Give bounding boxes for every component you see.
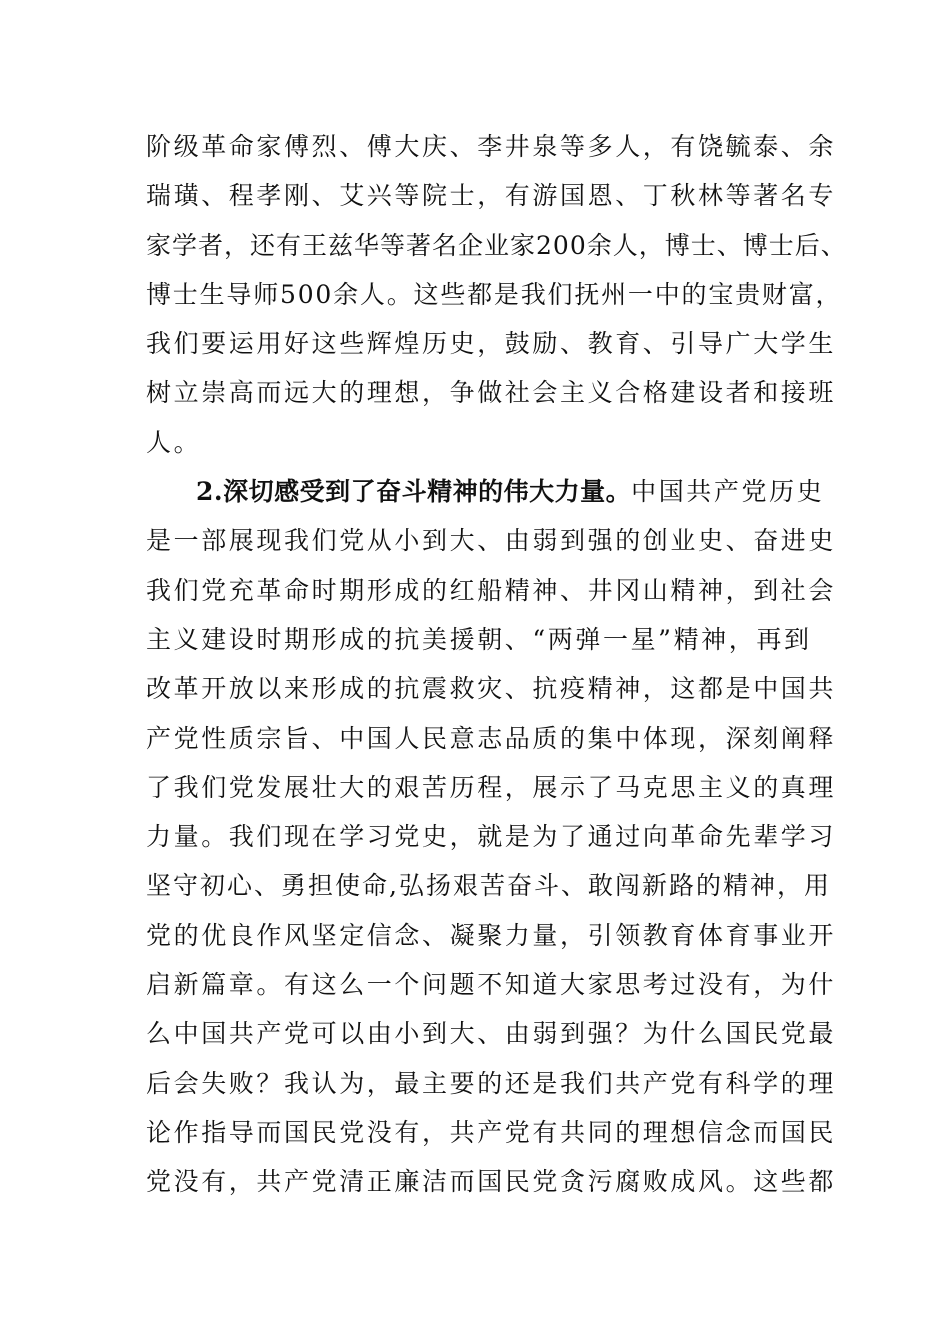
- text-line: 主义建设时期形成的抗美援朝、“两弹一星”精神，再到: [146, 624, 812, 654]
- text-line: 阶级革命家傅烈、傅大庆、李井泉等多人，有饶毓泰、余: [146, 132, 837, 161]
- text-line: 瑞璜、程孝刚、艾兴等院士，有游国恩、丁秋林等著名专: [146, 181, 837, 211]
- document-body: [146, 122, 847, 1207]
- text-line: 党的优良作风坚定信念、凝聚力量，引领教育体育事业开: [146, 920, 837, 950]
- text-line: 人。: [146, 427, 202, 457]
- text-line: 我们要运用好这些辉煌历史，鼓励、教育、引导广大学生: [146, 329, 837, 359]
- text-line: 树立崇高而远大的理想，争做社会主义合格建设者和接班: [146, 378, 837, 408]
- text-line: 改革开放以来形成的抗震救灾、抗疫精神，这都是中国共: [146, 674, 837, 704]
- text-line: 家学者，还有王兹华等著名企业家200余人，博士、博士后、: [146, 230, 847, 260]
- text-line: 产党性质宗旨、中国人民意志品质的集中体现，深刻阐释: [146, 723, 837, 753]
- text-line: 党没有，共产党清正廉洁而国民党贪污腐败成风。这些都: [146, 1167, 837, 1197]
- text-line: 博士生导师500余人。这些都是我们抚州一中的宝贵财富，: [146, 279, 843, 309]
- text-line: 么中国共产党可以由小到大、由弱到强？为什么国民党最: [146, 1019, 837, 1049]
- text-line: 后会失败？我认为，最主要的还是我们共产党有科学的理: [146, 1068, 837, 1098]
- text-line: 我们党充革命时期形成的红船精神、井冈山精神，到社会: [146, 575, 837, 605]
- section-heading-line: [146, 467, 826, 516]
- text-line: 论作指导而国民党没有，共产党有共同的理想信念而国民: [146, 1117, 837, 1147]
- paragraph-continuation: [146, 122, 847, 467]
- text-line: 力量。我们现在学习党史，就是为了通过向革命先辈学习: [146, 822, 837, 852]
- text-line: 是一部展现我们党从小到大、由弱到强的创业史、奋进史: [146, 526, 837, 556]
- text-line: 启新篇章。有这么一个问题不知道大家思考过没有，为什: [146, 970, 837, 1000]
- text-line: 了我们党发展壮大的艰苦历程，展示了马克思主义的真理: [146, 772, 837, 802]
- paragraph-section-2: [146, 467, 837, 1206]
- text-line: 中国共产党历史: [631, 477, 825, 507]
- text-line: 坚守初心、勇担使命,弘扬艰苦奋斗、敢闯新路的精神，用: [146, 871, 831, 901]
- section-heading: 2.深切感受到了奋斗精神的伟大力量。: [196, 477, 632, 507]
